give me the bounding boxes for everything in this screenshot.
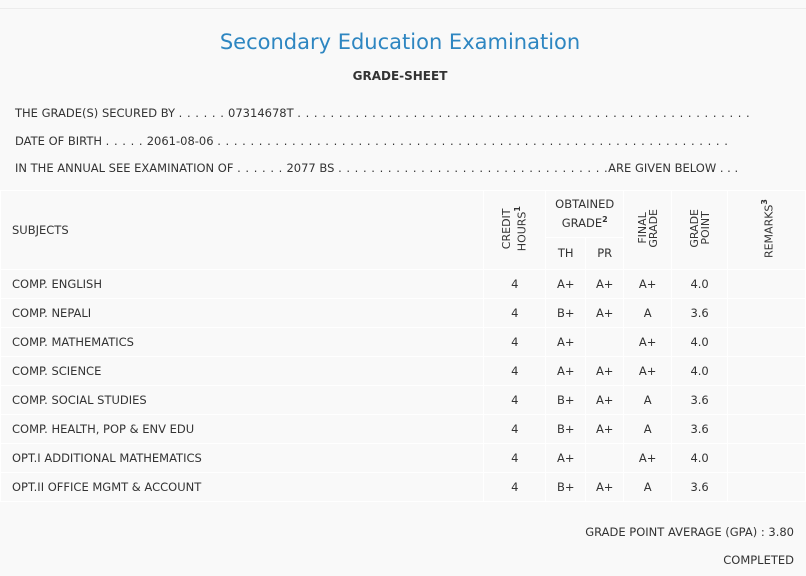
credit-cell: 4 (484, 270, 546, 299)
obtained-header-line2: GRADE (561, 215, 603, 230)
table-row (1, 299, 806, 328)
final-grade-cell: A (624, 386, 672, 415)
remarks-header (728, 191, 806, 270)
grade-point-cell: 4.0 (672, 444, 728, 473)
subject-cell: COMP. MATHEMATICS (1, 328, 484, 357)
subject-cell: OPT.I ADDITIONAL MATHEMATICS (1, 444, 484, 473)
dob-lead-dots: . . . . . (105, 134, 144, 148)
grade-point-header (672, 191, 728, 270)
pr-grade-cell: A+ (586, 386, 624, 415)
remarks-header-label: REMARKS (762, 204, 776, 259)
remarks-cell (728, 415, 806, 444)
exam-trail-dots: . . . . . . . . . . . . . . . . . . . . . . . . . . . . . . . . . (338, 161, 609, 175)
credit-cell: 4 (484, 357, 546, 386)
credit-hours-header (484, 191, 546, 270)
th-grade-cell: A+ (546, 328, 586, 357)
page-title: Secondary Education Examination (219, 30, 581, 54)
grade-point-cell: 4.0 (672, 328, 728, 357)
point-header-line1: GRADE (687, 209, 701, 248)
pr-grade-cell: A+ (586, 357, 624, 386)
subjects-header: SUBJECTS (1, 191, 484, 270)
secured-by-label: THE GRADE(S) SECURED BY (15, 106, 176, 120)
th-grade-cell: A+ (546, 357, 586, 386)
subject-cell: COMP. ENGLISH (1, 270, 484, 299)
pr-grade-cell: A+ (586, 270, 624, 299)
pr-grade-cell (586, 328, 624, 357)
remarks-cell (728, 299, 806, 328)
final-grade-cell: A+ (624, 357, 672, 386)
grade-point-cell: 3.6 (672, 299, 728, 328)
pr-grade-cell (586, 444, 624, 473)
credit-cell: 4 (484, 473, 546, 502)
subject-cell: COMP. HEALTH, POP & ENV EDU (1, 415, 484, 444)
secured-by-lead-dots: . . . . . . (178, 106, 225, 120)
grade-point-cell: 4.0 (672, 357, 728, 386)
final-grade-header (624, 191, 672, 270)
final-grade-cell: A (624, 473, 672, 502)
table-row (1, 415, 806, 444)
secured-by-line (15, 106, 750, 120)
remarks-footnote-mark: 3 (759, 198, 769, 205)
credit-header-line1: CREDIT (500, 208, 514, 249)
exam-lead-dots: . . . . . . (237, 161, 283, 175)
exam-tail: ARE GIVEN BELOW . . . (608, 161, 739, 175)
grade-point-cell: 3.6 (672, 473, 728, 502)
credit-cell: 4 (484, 299, 546, 328)
table-row (1, 386, 806, 415)
table-row (1, 328, 806, 357)
exam-line (15, 161, 738, 175)
th-grade-cell: B+ (546, 386, 586, 415)
th-grade-cell: A+ (546, 444, 586, 473)
final-grade-cell: A+ (624, 328, 672, 357)
gpa-line (585, 525, 794, 539)
obtained-grade-header (546, 191, 624, 238)
secured-by-trail-dots: . . . . . . . . . . . . . . . . . . . . . . . . . . . . . . . . . . . . . . . . . . . . . . . . . . . . . . . (297, 106, 751, 120)
grade-point-cell: 3.6 (672, 415, 728, 444)
dob-label: DATE OF BIRTH (15, 134, 103, 148)
remarks-cell (728, 270, 806, 299)
gpa-label: GRADE POINT AVERAGE (GPA) : (585, 525, 765, 539)
grade-point-cell: 4.0 (672, 270, 728, 299)
remarks-cell (728, 473, 806, 502)
dob-value: 2061-08-06 (146, 134, 214, 148)
remarks-cell (728, 357, 806, 386)
dob-trail-dots: . . . . . . . . . . . . . . . . . . . . . . . . . . . . . . . . . . . . . . . . . . . . . . . . . . . . . . . . . . . . . . (217, 134, 729, 148)
th-grade-cell: B+ (546, 473, 586, 502)
th-grade-cell: A+ (546, 270, 586, 299)
th-grade-cell: B+ (546, 299, 586, 328)
grades-table (0, 190, 806, 502)
page-subtitle: GRADE-SHEET (352, 69, 448, 83)
remarks-cell (728, 444, 806, 473)
credit-cell: 4 (484, 415, 546, 444)
final-grade-cell: A+ (624, 270, 672, 299)
point-header-line2: POINT (698, 211, 712, 246)
credit-cell: 4 (484, 328, 546, 357)
remarks-cell (728, 328, 806, 357)
credit-cell: 4 (484, 386, 546, 415)
pr-grade-cell: A+ (586, 473, 624, 502)
credit-cell: 4 (484, 444, 546, 473)
obtained-header-line1: OBTAINED (555, 196, 615, 211)
gpa-value: 3.80 (768, 525, 794, 539)
final-header-line1: FINAL (635, 212, 649, 245)
pr-grade-cell: A+ (586, 415, 624, 444)
table-row (1, 473, 806, 502)
subject-cell: OPT.II OFFICE MGMT & ACCOUNT (1, 473, 484, 502)
symbol-number: 07314678T (228, 106, 294, 120)
final-header-line2: GRADE (646, 209, 660, 248)
obtained-footnote-mark: 2 (602, 214, 608, 224)
final-grade-cell: A (624, 415, 672, 444)
th-grade-cell: B+ (546, 415, 586, 444)
status-text: COMPLETED (723, 553, 794, 567)
table-row (1, 357, 806, 386)
th-header: TH (546, 237, 586, 269)
exam-year: 2077 BS (286, 161, 335, 175)
pr-header: PR (586, 237, 624, 269)
grade-point-cell: 3.6 (672, 386, 728, 415)
subject-cell: COMP. SCIENCE (1, 357, 484, 386)
remarks-cell (728, 386, 806, 415)
table-row (1, 270, 806, 299)
final-grade-cell: A (624, 299, 672, 328)
exam-label: IN THE ANNUAL SEE EXAMINATION OF (15, 161, 234, 175)
credit-header-line2: HOURS (516, 211, 530, 252)
subject-cell: COMP. SOCIAL STUDIES (1, 386, 484, 415)
dob-line (15, 134, 728, 148)
credit-footnote-mark: 1 (513, 205, 523, 212)
pr-grade-cell: A+ (586, 299, 624, 328)
final-grade-cell: A+ (624, 444, 672, 473)
table-row (1, 444, 806, 473)
subject-cell: COMP. NEPALI (1, 299, 484, 328)
